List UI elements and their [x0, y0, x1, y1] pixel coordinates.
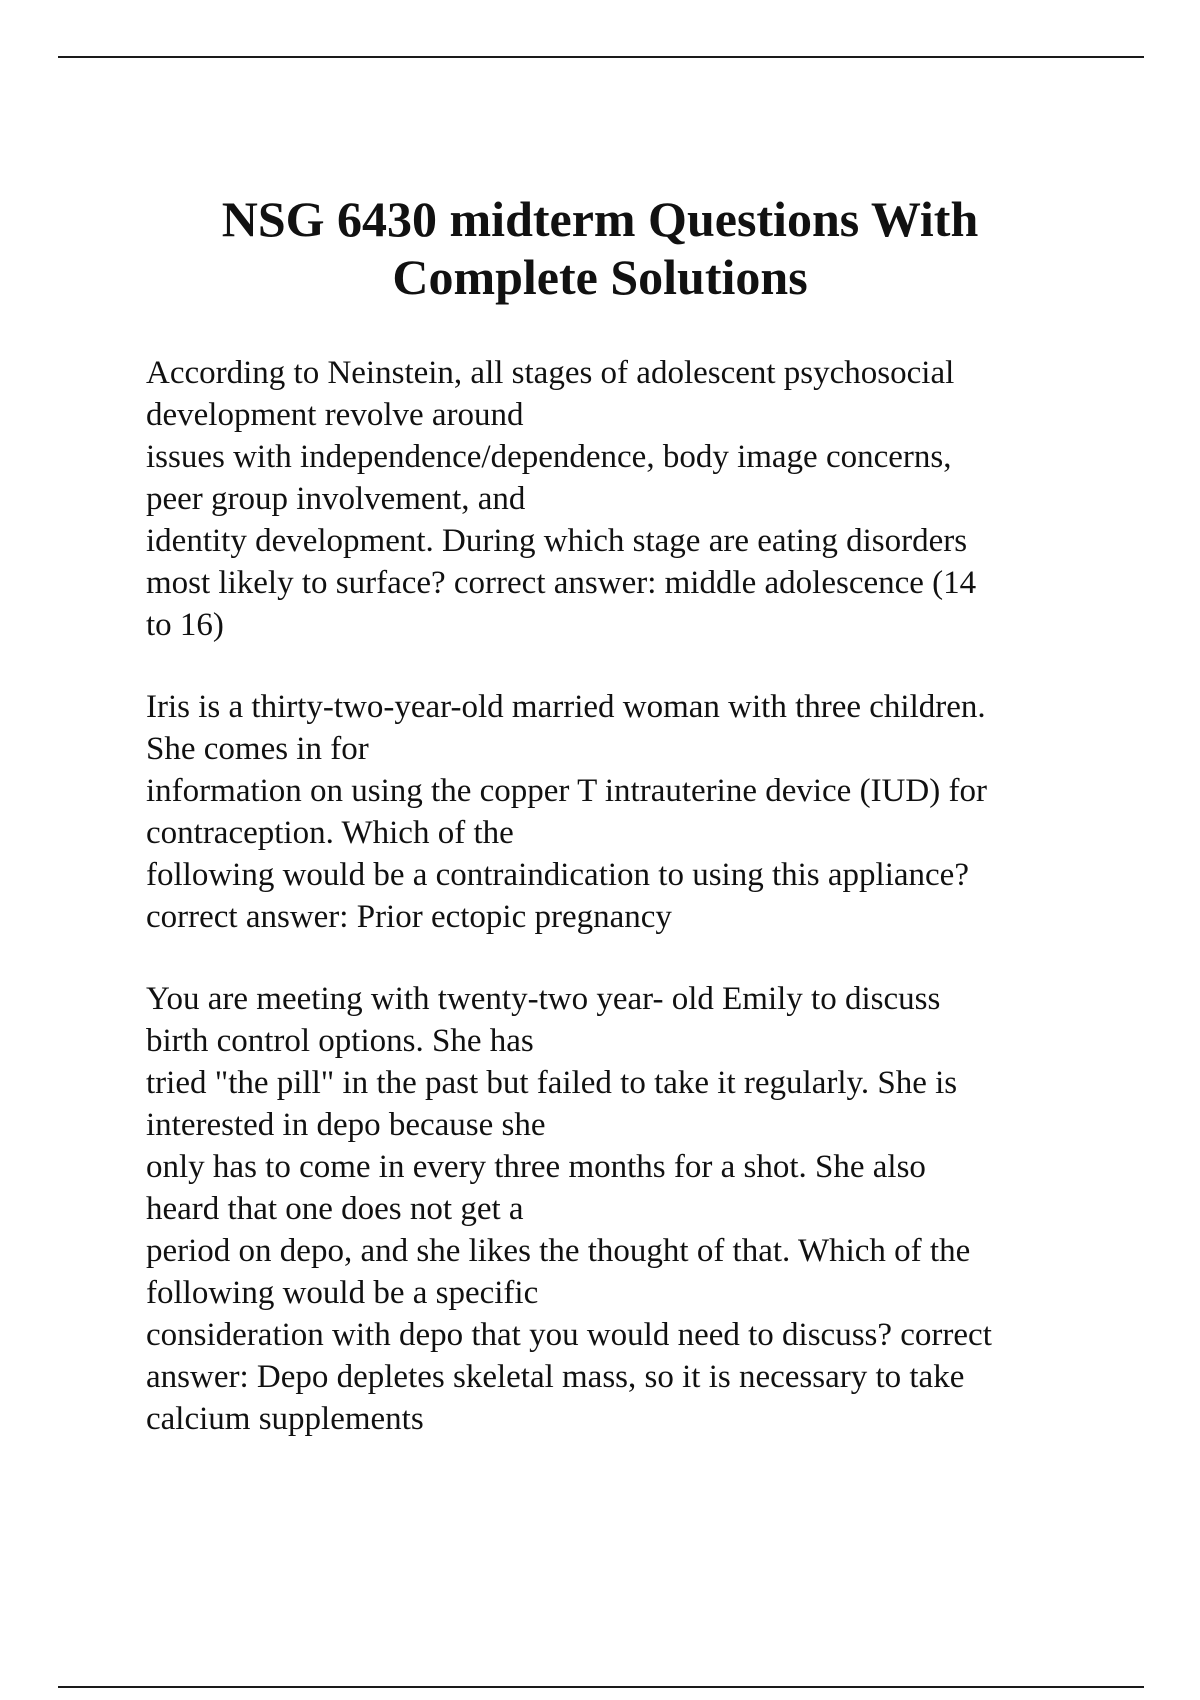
top-divider: [58, 56, 1144, 58]
question-block-3: [146, 978, 1146, 1440]
question-block-1: [146, 352, 1146, 646]
question-line: following would be a specific: [146, 1275, 539, 1311]
question-line: most likely to surface? correct answer: middle adolescence (14: [146, 565, 977, 601]
question-line: period on depo, and she likes the thought of that. Which of the: [146, 1233, 971, 1269]
question-line: to 16): [146, 607, 224, 643]
question-line: interested in depo because she: [146, 1107, 546, 1143]
question-line: calcium supplements: [146, 1401, 424, 1437]
question-line: heard that one does not get a: [146, 1191, 524, 1227]
title-line: Complete Solutions: [392, 249, 808, 305]
question-line: contraception. Which of the: [146, 815, 514, 851]
question-line: You are meeting with twenty-two year- old Emily to discuss: [146, 981, 941, 1017]
question-line: consideration with depo that you would need to discuss? correct: [146, 1317, 992, 1353]
question-line: answer: Depo depletes skeletal mass, so it is necessary to take: [146, 1359, 965, 1395]
bottom-divider: [58, 1686, 1144, 1688]
question-line: information on using the copper T intrauterine device (IUD) for: [146, 773, 987, 809]
question-line: tried "the pill" in the past but failed to take it regularly. She is: [146, 1065, 958, 1101]
title-line: NSG 6430 midterm Questions With: [221, 191, 979, 247]
question-line: following would be a contraindication to using this appliance?: [146, 857, 969, 893]
document-title: [100, 190, 1100, 306]
question-line: peer group involvement, and: [146, 481, 526, 517]
question-line: correct answer: Prior ectopic pregnancy: [146, 899, 672, 935]
question-line: Iris is a thirty-two-year-old married woman with three children.: [146, 689, 986, 725]
question-line: identity development. During which stage are eating disorders: [146, 523, 968, 559]
question-block-2: [146, 686, 1146, 938]
question-line: issues with independence/dependence, body image concerns,: [146, 439, 952, 475]
question-line: She comes in for: [146, 731, 369, 767]
question-line: development revolve around: [146, 397, 524, 433]
question-line: According to Neinstein, all stages of adolescent psychosocial: [146, 355, 955, 391]
question-line: only has to come in every three months for a shot. She also: [146, 1149, 926, 1185]
question-line: birth control options. She has: [146, 1023, 534, 1059]
